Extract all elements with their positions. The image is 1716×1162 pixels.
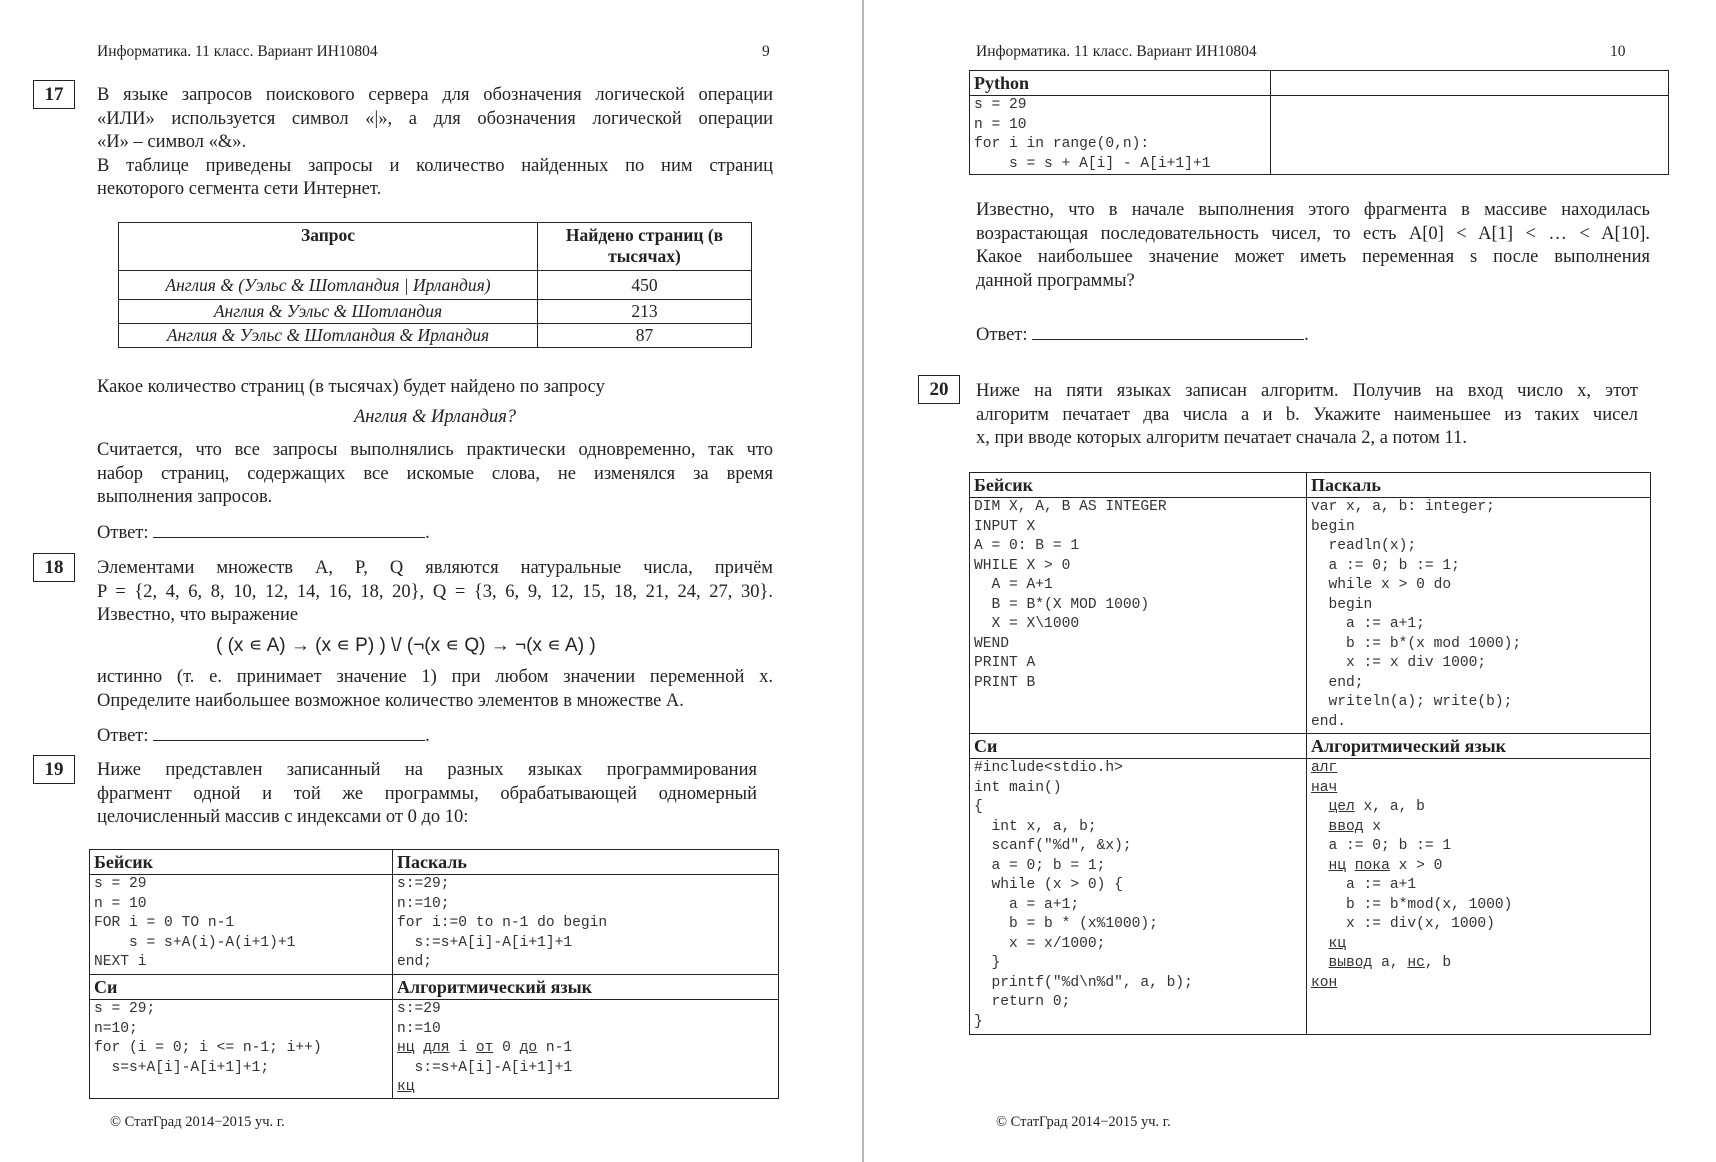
- q18-text: [97, 557, 773, 628]
- alg-text: x: [1363, 818, 1382, 835]
- alg-line: s:=29: [397, 1001, 441, 1017]
- q19-cont-line: данной программы?: [976, 270, 1135, 291]
- basic-code: s = 29 n = 10 FOR i = 0 TO n-1 s = s+A(i)-A(i+1)+1 NEXT i: [94, 876, 296, 970]
- python-code-cell: [970, 96, 1271, 175]
- alg-line: a := a+1: [1311, 877, 1417, 893]
- q19-code-table: [89, 849, 779, 1099]
- question-number-20: 20: [918, 375, 960, 404]
- found-cell: 213: [538, 300, 752, 324]
- alg-line: s:=s+A[i]-A[i+1]+1: [397, 1059, 573, 1076]
- found-cell: 87: [538, 324, 752, 348]
- alg-keyword: алг: [1311, 760, 1338, 776]
- q17-query: Англия & Ирландия?: [353, 407, 517, 427]
- alg-keyword: нц: [397, 1040, 415, 1056]
- q19-line: фрагмент одной и той же программы, обрабатывающей одномерный: [97, 783, 757, 804]
- q17-note-line: выполнения запросов.: [97, 487, 273, 507]
- answer-field[interactable]: [153, 519, 425, 538]
- q17-text: [97, 84, 773, 202]
- query-table: [118, 222, 752, 348]
- python-cell: [970, 71, 1271, 96]
- basic-label: Бейсик: [94, 852, 153, 872]
- q20-line: x, при вводе которых алгоритм печатает сначала 2, а потом 11.: [976, 428, 1467, 448]
- alg-code: [397, 1000, 774, 1098]
- alg-keyword: вывод: [1328, 955, 1373, 971]
- q19-line: Ниже представлен записанный на разных языках программирования: [97, 760, 757, 780]
- q20-line: алгоритм печатает два числа a и b. Укажите наименьшее из таких чисел: [976, 404, 1638, 425]
- q17-note: [97, 439, 773, 510]
- q19-line: целочисленный массив с индексами от 0 до 10:: [97, 807, 469, 827]
- basic-cell: [970, 473, 1307, 498]
- q20-text: [976, 380, 1638, 451]
- query-column-header: Запрос: [119, 223, 538, 271]
- q18-line: Известно, что выражение: [97, 605, 299, 625]
- alg-code-cell: [1307, 759, 1651, 1035]
- python-label: Python: [974, 73, 1030, 93]
- q17-note-line: набор страниц, содержащих все искомые слова, не изменялся за время: [97, 463, 773, 484]
- found-column-header: Найдено страниц (в тысячах): [538, 223, 752, 271]
- alg-keyword: кц: [397, 1079, 415, 1095]
- q17-question: Какое количество страниц (в тысячах) будет найдено по запросу: [97, 377, 605, 397]
- question-number-18: 18: [33, 553, 75, 582]
- pascal-code-cell: [393, 875, 779, 975]
- basic-label: Бейсик: [974, 475, 1033, 495]
- q18-line: P = {2, 4, 6, 8, 10, 12, 14, 16, 18, 20}, Q = {3, 6, 9, 12, 15, 18, 21, 24, 27, 30}.: [97, 581, 773, 602]
- table-row: [119, 324, 752, 348]
- question-number-19: 19: [33, 755, 75, 784]
- query-cell: Англия & (Уэльс & Шотландия | Ирландия): [119, 271, 538, 300]
- q17-note-line: Считается, что все запросы выполнялись практически одновременно, так что: [97, 440, 773, 460]
- page-divider: [862, 0, 864, 1162]
- alg-text: x > 0: [1389, 857, 1443, 874]
- q18-answer: Ответ: .: [97, 722, 430, 747]
- alg-keyword: нс: [1407, 955, 1425, 971]
- empty-cell: [1271, 71, 1669, 96]
- alg-text: , b: [1424, 955, 1452, 971]
- query-cell: Англия & Уэльс & Шотландия & Ирландия: [119, 324, 538, 348]
- q18-formula: ( (x ∊ A) → (x ∊ P) ) \/ (¬(x ∊ Q) → ¬(x ∊ A) ): [216, 635, 596, 656]
- q19-cont-line: Какое наибольшее значение может иметь переменная s после выполнения: [976, 247, 1650, 267]
- table-row: [119, 271, 752, 300]
- c-code-cell: [970, 759, 1307, 1035]
- c-code: #include<stdio.h> int main() { int x, a, b; scanf("%d", &x); a = 0; b = 1; while (x > 0) { a = a+1; b = b * (x%1000); x = x/1000; } printf("%d\n%d", a, b); return 0; }: [974, 760, 1193, 1030]
- alg-keyword: от: [475, 1040, 494, 1056]
- basic-code: DIM X, A, B AS INTEGER INPUT X A = 0: B = 1 WHILE X > 0 A = A+1 B = B*(X MOD 1000) X = X\1000 WEND PRINT A PRINT B: [974, 499, 1167, 691]
- c-cell: [970, 734, 1307, 759]
- q19-continuation: [976, 199, 1650, 293]
- q18-after: [97, 666, 773, 713]
- q18-after-line: истинно (т. е. принимает значение 1) при любом значении переменной x.: [97, 667, 773, 687]
- q17-line: «И» – символ «&».: [97, 132, 247, 152]
- alg-cell: [1307, 734, 1651, 759]
- answer-label: Ответ:: [97, 726, 149, 746]
- right-page: [866, 0, 1716, 1162]
- c-code: s = 29; n=10; for (i = 0; i <= n-1; i++) s=s+A[i]-A[i+1]+1;: [94, 1001, 322, 1076]
- python-code-table: [969, 70, 1669, 175]
- alg-text: a,: [1372, 955, 1408, 971]
- q19-answer: Ответ: .: [976, 321, 1309, 346]
- alg-keyword: нц: [1328, 857, 1347, 874]
- pascal-label: Паскаль: [1311, 475, 1381, 495]
- answer-field[interactable]: [153, 722, 425, 741]
- page-footer: © СтатГрад 2014−2015 уч. г.: [996, 1114, 1171, 1130]
- c-label: Си: [94, 977, 118, 997]
- c-label: Си: [974, 736, 998, 756]
- q19-text: [97, 759, 757, 830]
- answer-field[interactable]: [1032, 321, 1304, 340]
- query-cell: Англия & Уэльс & Шотландия: [119, 300, 538, 324]
- answer-label: Ответ:: [97, 523, 149, 543]
- c-cell: [90, 975, 393, 1000]
- q20-line: Ниже на пяти языках записан алгоритм. Получив на вход число x, этот: [976, 381, 1638, 401]
- alg-keyword: ввод: [1328, 818, 1364, 835]
- alg-text: i: [449, 1040, 476, 1056]
- q17-line: «ИЛИ» используется символ «|», а для обозначения логической операции: [97, 108, 773, 129]
- alg-line: a := 0; b := 1: [1311, 838, 1452, 854]
- page-number: 9: [762, 43, 770, 60]
- alg-keyword: для: [423, 1040, 450, 1056]
- pascal-code: var x, a, b: integer; begin readln(x); a := 0; b := 1; while x > 0 do begin a := a+1; b := b*(x mod 1000); x := x div 1000; end; writeln(a); write(b); end.: [1311, 499, 1522, 730]
- q19-cont-line: возрастающая последовательность чисел, то есть A[0] < A[1] < … < A[10].: [976, 223, 1650, 244]
- question-number-17: 17: [33, 80, 75, 109]
- c-code-cell: [90, 1000, 393, 1099]
- q18-after-line: Определите наибольшее возможное количество элементов в множестве A.: [97, 690, 684, 711]
- alg-keyword: до: [519, 1040, 538, 1056]
- alg-text: x, a, b: [1354, 799, 1425, 815]
- page-number: 10: [1610, 43, 1626, 60]
- alg-keyword: нач: [1311, 779, 1338, 796]
- alg-line: x := div(x, 1000): [1311, 916, 1495, 932]
- q19-cont-line: Известно, что в начале выполнения этого фрагмента в массиве находилась: [976, 200, 1650, 220]
- page-header: Информатика. 11 класс. Вариант ИН10804: [97, 43, 378, 60]
- basic-code-cell: [90, 875, 393, 975]
- pascal-cell: [393, 850, 779, 875]
- alg-line: b := b*mod(x, 1000): [1311, 896, 1513, 913]
- page-header: Информатика. 11 класс. Вариант ИН10804: [976, 43, 1257, 60]
- alg-code: [1311, 759, 1646, 993]
- pascal-label: Паскаль: [397, 852, 467, 872]
- alg-cell: [393, 975, 779, 1000]
- answer-label: Ответ:: [976, 325, 1028, 345]
- pascal-code-cell: [1307, 498, 1651, 734]
- q17-answer: Ответ: .: [97, 519, 430, 544]
- found-cell: 450: [538, 271, 752, 300]
- pascal-code: s:=29; n:=10; for i:=0 to n-1 do begin s:=s+A[i]-A[i+1]+1 end;: [397, 876, 608, 970]
- q17-line: В таблице приведены запросы и количество найденных по ним страниц: [97, 155, 773, 176]
- alg-text: 0: [493, 1040, 520, 1056]
- alg-code-cell: [393, 1000, 779, 1099]
- alg-line: n:=10: [397, 1020, 441, 1037]
- basic-code-cell: [970, 498, 1307, 734]
- page-footer: © СтатГрад 2014−2015 уч. г.: [110, 1114, 285, 1130]
- alg-keyword: кц: [1328, 935, 1347, 952]
- alg-keyword: кон: [1311, 974, 1338, 991]
- empty-cell: [1271, 96, 1669, 175]
- alg-label: Алгоритмический язык: [397, 977, 593, 997]
- q18-line: Элементами множеств А, P, Q являются натуральные числа, причём: [97, 558, 773, 578]
- alg-label: Алгоритмический язык: [1311, 736, 1507, 756]
- pascal-cell: [1307, 473, 1651, 498]
- q20-code-table: [969, 472, 1651, 1035]
- alg-text: n-1: [537, 1040, 573, 1056]
- alg-keyword: пока: [1354, 857, 1390, 874]
- basic-cell: [90, 850, 393, 875]
- python-code: s = 29 n = 10 for i in range(0,n): s = s + A[i] - A[i+1]+1: [974, 97, 1211, 172]
- alg-keyword: цел: [1328, 799, 1355, 815]
- table-row: [119, 300, 752, 324]
- q17-line: некоторого сегмента сети Интернет.: [97, 179, 382, 199]
- q17-line: В языке запросов поискового сервера для обозначения логической операции: [97, 85, 773, 105]
